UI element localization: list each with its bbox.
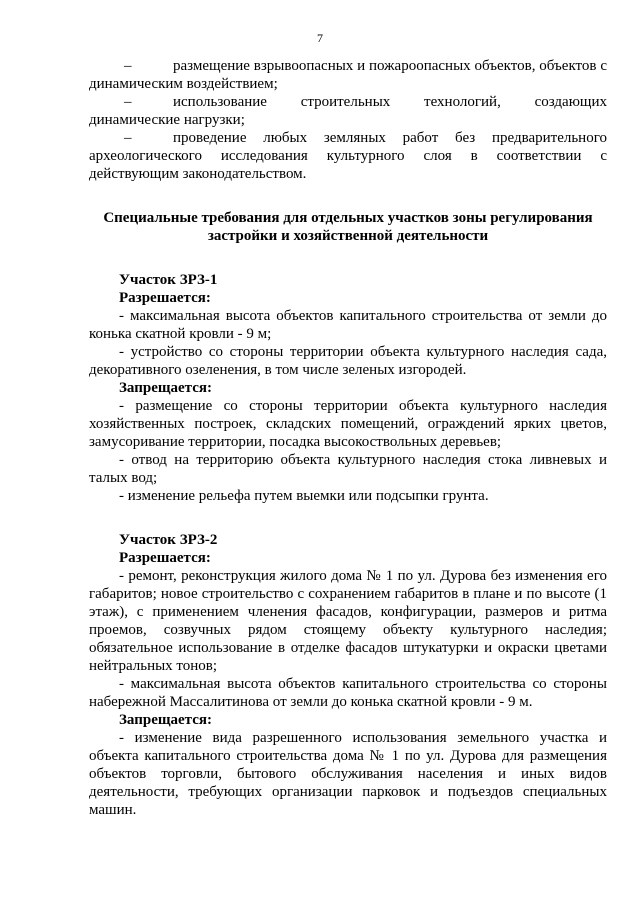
plot-title: Участок ЗРЗ-2 xyxy=(119,532,218,548)
allowed-item: - максимальная высота объектов капитального строительства от земли до конька скатной кровли - 9 м; xyxy=(89,308,607,342)
forbidden-item: - размещение со стороны территории объекта культурного наследия хозяйственных построек, складских помещений, ограждений ярких цветов, замусоривание территории, посадка высокоствольных деревьев; xyxy=(89,398,607,450)
dash-mark: – xyxy=(124,94,132,110)
forbidden-label: Запрещается: xyxy=(119,712,213,728)
intro-item-text: проведение любых земляных работ без предварительного археологического исследования культурного слоя в соответствии с действующим законодательством. xyxy=(89,130,607,182)
forbidden-item: - изменение рельефа путем выемки или подсыпки грунта. xyxy=(119,488,489,504)
intro-item xyxy=(89,57,607,93)
dash-mark: – xyxy=(124,130,132,146)
document-body xyxy=(89,57,607,819)
forbidden-label: Запрещается: xyxy=(119,380,213,396)
forbidden-item: - отвод на территорию объекта культурного наследия стока ливневых и талых вод; xyxy=(89,452,607,486)
allowed-item: - максимальная высота объектов капитального строительства со стороны набережной Массалитинова от земли до конька скатной кровли - 9 м. xyxy=(89,676,607,710)
section-title: Специальные требования для отдельных участков зоны регулирования застройки и хозяйственной деятельности xyxy=(103,210,593,244)
forbidden-item: - изменение вида разрешенного использования земельного участка и объекта капитального строительства дома № 1 по ул. Дурова для размещения объектов торговли, бытового обслуживания населения и иных видов деятельности, требующих организации парковок и подъездов специальных машин. xyxy=(89,730,607,818)
plot-title: Участок ЗРЗ-1 xyxy=(119,272,218,288)
intro-item-text: размещение взрывоопасных и пожароопасных объектов, объектов с динамическим воздействием; xyxy=(89,58,607,92)
intro-item xyxy=(89,93,607,129)
allowed-label: Разрешается: xyxy=(119,550,211,566)
allowed-label: Разрешается: xyxy=(119,290,211,306)
dash-mark: – xyxy=(124,58,132,74)
intro-item-text: использование строительных технологий, создающих динамические нагрузки; xyxy=(89,94,607,128)
allowed-item: - ремонт, реконструкция жилого дома № 1 по ул. Дурова без изменения его габаритов; новое строительство с сохранением габаритов в плане и по высоте (1 этаж), с применением членения фасадов, конфигурации, размеров и ритма проемов, созвучных рядом стоящему объекту культурного наследия; обязательное использование в отделке фасадов штукатурки и окраски цветами нейтральных тонов; xyxy=(89,568,607,674)
page-number: 7 xyxy=(317,31,323,45)
intro-item xyxy=(89,129,607,183)
allowed-item: - устройство со стороны территории объекта культурного наследия сада, декоративного озеленения, в том числе зеленых изгородей. xyxy=(89,344,607,378)
